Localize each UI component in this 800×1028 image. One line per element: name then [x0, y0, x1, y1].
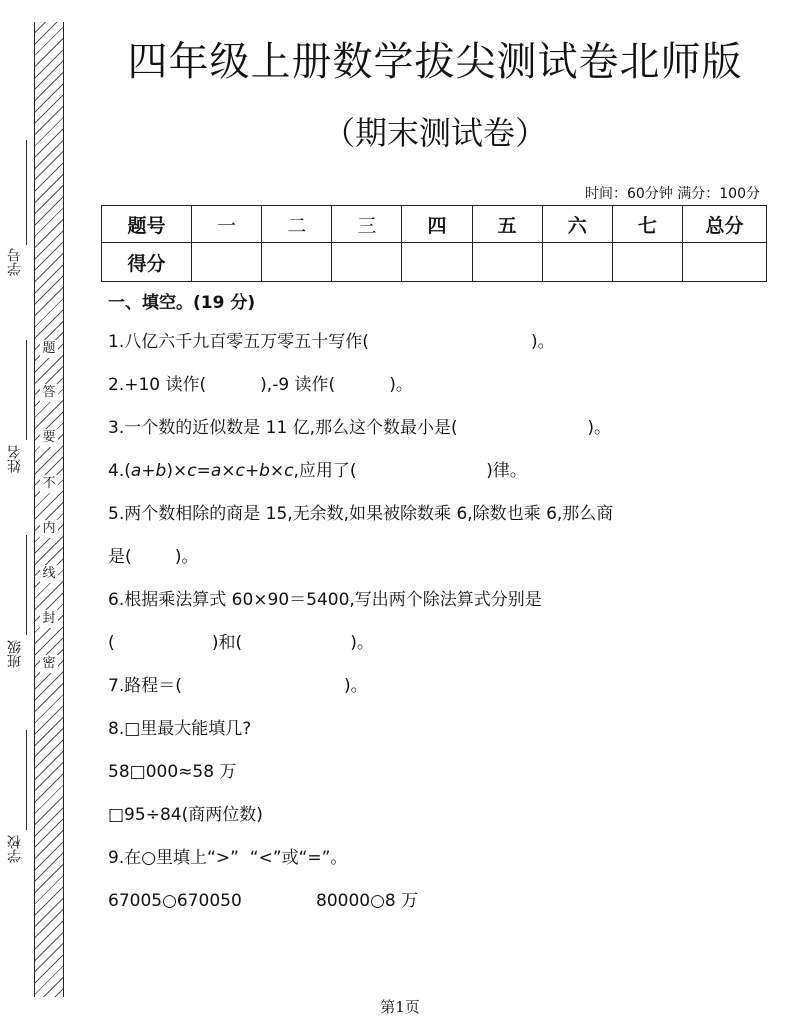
name-label: 姓名: [7, 445, 23, 473]
var-c: c: [187, 461, 197, 481]
q4-text: ×: [269, 461, 285, 481]
underline: [26, 140, 27, 245]
exam-title: 四年级上册数学拔尖测试卷北师版: [127, 39, 743, 85]
student-id-label: 学号: [7, 248, 23, 276]
question-5-line-1: 5.两个数相除的商是 15,无余数,如果被除数乘 6,除数也乘 6,那么商: [108, 504, 614, 524]
seal-char: 封: [40, 610, 58, 628]
time-info: 时间：60分钟 满分：100分: [585, 186, 760, 202]
score-table-header-row: [102, 206, 767, 243]
question-6-line-2: ( )和( )。: [108, 633, 374, 653]
seal-char: 答: [40, 384, 58, 402]
seal-char: 线: [40, 565, 58, 583]
score-cell[interactable]: [192, 243, 262, 282]
score-cell[interactable]: [542, 243, 612, 282]
score-table: [101, 205, 767, 282]
question-9-a: 67005○670050: [108, 891, 242, 911]
table-cell: 六: [542, 206, 612, 243]
question-8: 8.□里最大能填几?: [108, 719, 252, 739]
var-c: c: [284, 461, 294, 481]
var-b: b: [155, 461, 167, 481]
underline: [26, 730, 27, 830]
table-cell: 题号: [102, 206, 192, 243]
score-cell[interactable]: [262, 243, 332, 282]
score-table-score-row: [102, 243, 767, 282]
question-4: [108, 460, 768, 503]
var-b: b: [259, 461, 270, 481]
score-cell[interactable]: [683, 243, 767, 282]
table-cell: 二: [262, 206, 332, 243]
class-label: 班级: [7, 640, 23, 668]
school-field[interactable]: [6, 835, 26, 875]
binding-margin: [0, 0, 80, 1000]
table-cell: 一: [192, 206, 262, 243]
section-title: 一、填空。(19 分): [108, 293, 256, 313]
name-field[interactable]: [6, 445, 26, 485]
var-c: c: [235, 461, 245, 481]
table-cell: 四: [402, 206, 472, 243]
q4-text: ,应用了( )律。: [293, 461, 527, 481]
q4-text: +: [141, 461, 156, 481]
var-a: a: [210, 461, 222, 481]
score-cell[interactable]: [332, 243, 402, 282]
question-9: 9.在○里填上“>” “<”或“=”。: [108, 848, 348, 868]
question-3: 3.一个数的近似数是 11 亿,那么这个数最小是( )。: [108, 418, 612, 438]
q4-text: =: [196, 461, 211, 481]
q4-text: )×: [166, 461, 188, 481]
table-cell: 三: [332, 206, 402, 243]
score-cell[interactable]: [472, 243, 542, 282]
page-number: 第1页: [380, 998, 420, 1016]
seal-char: 要: [40, 429, 58, 447]
question-7: 7.路程＝( )。: [108, 676, 368, 696]
q4-text: 4.(: [108, 461, 131, 481]
underline: [26, 340, 27, 440]
question-9-items: [108, 890, 768, 933]
underline: [26, 535, 27, 635]
class-field[interactable]: [6, 640, 26, 680]
var-a: a: [130, 461, 142, 481]
seal-line-strip: [34, 22, 64, 997]
question-9-b: 80000○8 万: [316, 891, 419, 911]
seal-char: 题: [40, 340, 58, 358]
seal-char: 密: [40, 655, 58, 673]
table-cell: 得分: [102, 243, 192, 282]
score-cell[interactable]: [612, 243, 682, 282]
q4-text: +: [244, 461, 260, 481]
student-id-field[interactable]: [6, 248, 26, 288]
question-8-b: □95÷84(商两位数): [108, 805, 263, 825]
question-8-a: 58□000≈58 万: [108, 762, 237, 782]
seal-char: 不: [40, 475, 58, 493]
question-1: 1.八亿六千九百零五万零五十写作( )。: [108, 332, 555, 352]
table-cell: 七: [612, 206, 682, 243]
school-label: 学校: [7, 835, 23, 863]
table-cell: 总分: [683, 206, 767, 243]
q4-text: ×: [221, 461, 236, 481]
table-cell: 五: [472, 206, 542, 243]
seal-char: 内: [40, 520, 58, 538]
question-section: [108, 288, 768, 933]
score-cell[interactable]: [402, 243, 472, 282]
question-6-line-1: 6.根据乘法算式 60×90＝5400,写出两个除法算式分别是: [108, 590, 542, 610]
question-5-line-2: 是( )。: [108, 547, 199, 567]
question-2: 2.+10 读作( ),-9 读作( )。: [108, 375, 413, 395]
exam-subtitle: （期末测试卷）: [322, 114, 547, 152]
